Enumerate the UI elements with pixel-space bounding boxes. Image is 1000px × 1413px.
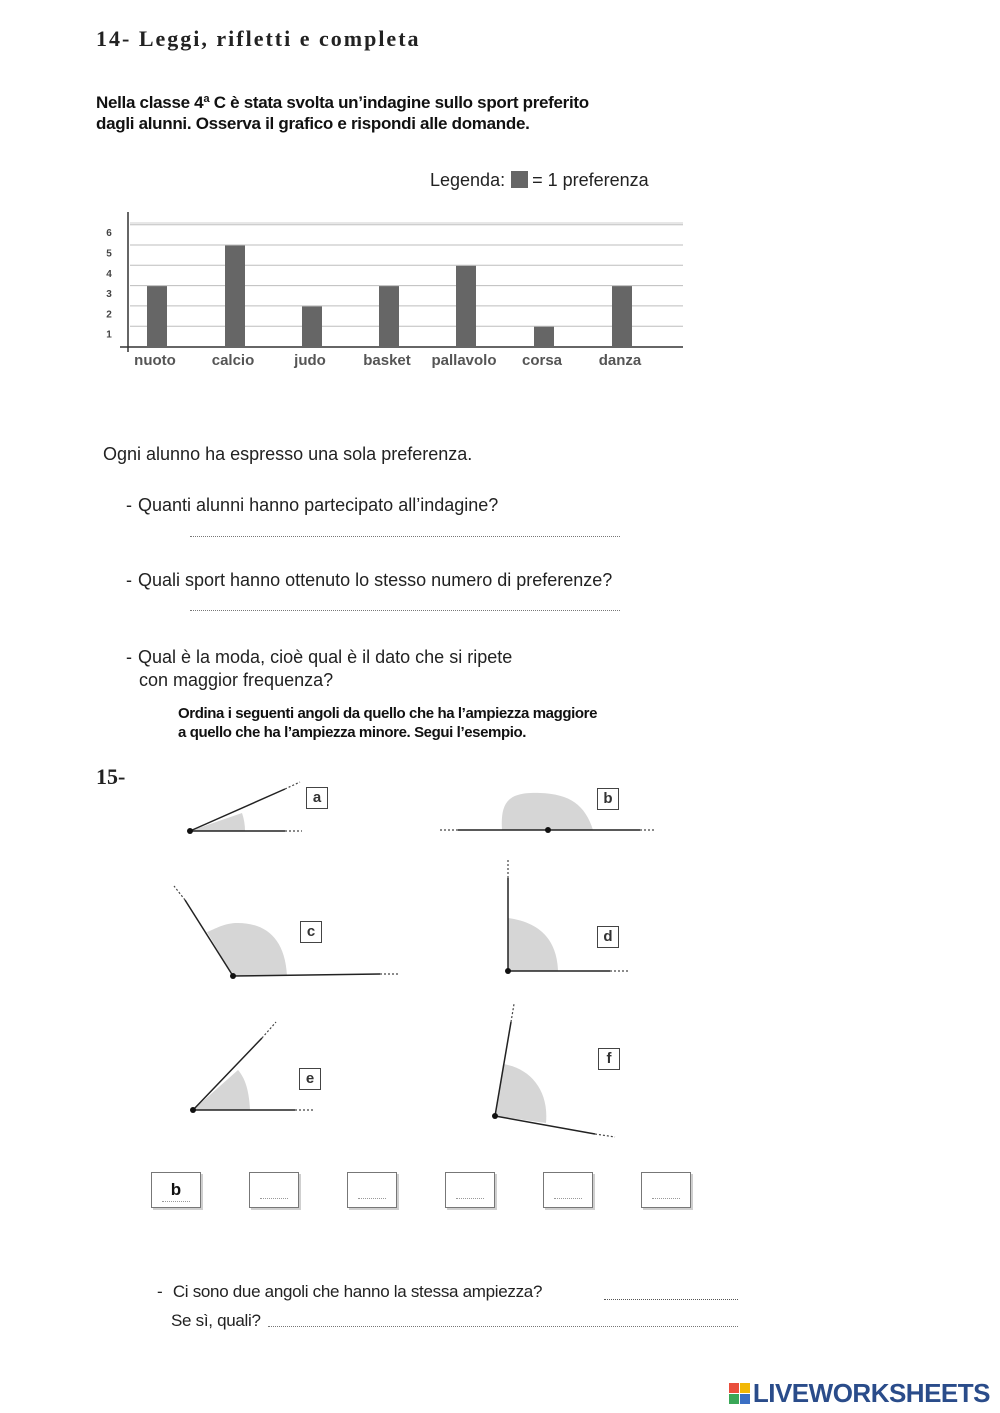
y-tick-label: 4 bbox=[106, 268, 112, 280]
angle-label-a: a bbox=[306, 787, 328, 809]
x-tick-label: nuoto bbox=[134, 352, 176, 369]
y-tick-label: 2 bbox=[106, 309, 112, 321]
intro-line-2: dagli alunni. Osserva il grafico e rispondi alle domande. bbox=[96, 114, 530, 133]
answer-box-value: b bbox=[170, 1180, 182, 1199]
angle-label-c: c bbox=[300, 921, 322, 943]
bar-pallavolo bbox=[456, 266, 476, 347]
question-1 bbox=[126, 495, 498, 516]
logo-mark-tile bbox=[729, 1394, 739, 1404]
bar-corsa bbox=[534, 327, 554, 347]
question-2 bbox=[126, 570, 612, 591]
legend-suffix: = 1 preferenza bbox=[532, 170, 649, 190]
y-tick-label: 5 bbox=[106, 248, 112, 260]
answer-box-dots bbox=[456, 1198, 484, 1199]
answer-box-dots bbox=[260, 1198, 288, 1199]
same-amplitude-question bbox=[157, 1282, 542, 1302]
answer-line-2[interactable] bbox=[190, 610, 620, 611]
logo-mark-tile bbox=[729, 1383, 739, 1393]
answer-box-dots bbox=[358, 1198, 386, 1199]
answer-box-6[interactable] bbox=[641, 1172, 691, 1208]
angle-label-d: d bbox=[597, 926, 619, 948]
x-tick-label: pallavolo bbox=[431, 352, 497, 369]
legend-prefix: Legenda: bbox=[430, 170, 506, 190]
same-amplitude-question-text: Ci sono due angoli che hanno la stessa ampiezza? bbox=[172, 1282, 543, 1301]
angle-d-figure bbox=[505, 858, 628, 974]
angle-f-figure bbox=[492, 1004, 615, 1137]
bar-nuoto bbox=[147, 286, 167, 347]
angle-c-figure bbox=[174, 886, 400, 979]
answer-box-dots bbox=[652, 1198, 680, 1199]
answer-box-3[interactable] bbox=[347, 1172, 397, 1208]
question-dash: - bbox=[126, 495, 132, 515]
angle-figures bbox=[0, 760, 1000, 1160]
y-tick-label: 3 bbox=[106, 289, 112, 301]
x-tick-label: corsa bbox=[521, 352, 563, 369]
instruction-line-2: a quello che ha l’ampiezza minore. Segui l’esempio. bbox=[178, 724, 527, 741]
logo-text: LIVEWORKSHEETS bbox=[752, 1378, 990, 1408]
bar-basket bbox=[379, 286, 399, 347]
angle-e-figure bbox=[190, 1022, 314, 1113]
same-amplitude-answer-line[interactable] bbox=[604, 1299, 738, 1300]
chart-axes bbox=[120, 212, 683, 352]
bar-judo bbox=[302, 306, 322, 347]
chart-x-ticks bbox=[134, 352, 642, 369]
chart-bars bbox=[147, 246, 632, 348]
question-dash: - bbox=[126, 647, 132, 667]
logo-mark-icon bbox=[729, 1383, 750, 1404]
answer-box-4[interactable] bbox=[445, 1172, 495, 1208]
y-tick-label: 1 bbox=[106, 329, 112, 341]
single-preference-note: Ogni alunno ha espresso una sola preferenza. bbox=[103, 444, 473, 464]
angle-label-e: e bbox=[299, 1068, 321, 1090]
x-tick-label: basket bbox=[363, 352, 411, 369]
logo-mark-tile bbox=[740, 1394, 750, 1404]
exercise-14-title: 14- Leggi, rifletti e completa bbox=[96, 26, 421, 51]
angle-b-figure bbox=[440, 793, 655, 833]
angle-label-f: f bbox=[598, 1048, 620, 1070]
x-tick-label: judo bbox=[294, 352, 326, 369]
answer-box-2[interactable] bbox=[249, 1172, 299, 1208]
exercise-15-instruction bbox=[178, 704, 678, 742]
which-angles-question: Se sì, quali? bbox=[171, 1311, 261, 1330]
bar-calcio bbox=[225, 246, 245, 348]
answer-box-5[interactable] bbox=[543, 1172, 593, 1208]
question-3-text-line-1: Qual è la moda, cioè qual è il dato che si ripete bbox=[138, 647, 513, 667]
answer-box-dots bbox=[554, 1198, 582, 1199]
which-angles-answer-line[interactable] bbox=[268, 1326, 738, 1327]
question-dash: - bbox=[157, 1282, 163, 1301]
answer-box-dots bbox=[162, 1201, 190, 1202]
question-1-text: Quanti alunni hanno partecipato all’indagine? bbox=[138, 495, 499, 515]
chart-grid bbox=[130, 223, 683, 326]
question-dash: - bbox=[126, 570, 132, 590]
x-tick-label: danza bbox=[598, 352, 642, 369]
intro-line-1: Nella classe 4ª C è stata svolta un’indagine sullo sport preferito bbox=[96, 93, 589, 112]
angle-label-b: b bbox=[597, 788, 619, 810]
question-3-text-line-2: con maggior frequenza? bbox=[139, 670, 334, 690]
exercise-15-label: 15- bbox=[96, 764, 126, 789]
x-tick-label: calcio bbox=[211, 352, 255, 369]
chart-y-ticks bbox=[106, 228, 112, 341]
bar-danza bbox=[612, 286, 632, 347]
y-tick-label: 6 bbox=[106, 228, 112, 240]
sports-bar-chart bbox=[0, 0, 1000, 400]
angle-a-figure bbox=[187, 782, 302, 834]
question-3 bbox=[126, 646, 512, 692]
liveworksheets-logo bbox=[729, 1378, 990, 1409]
answer-line-1[interactable] bbox=[190, 536, 620, 537]
instruction-line-1: Ordina i seguenti angoli da quello che ha l’ampiezza maggiore bbox=[178, 705, 598, 722]
answer-box-1[interactable] bbox=[151, 1172, 201, 1208]
logo-mark-tile bbox=[740, 1383, 750, 1393]
question-2-text: Quali sport hanno ottenuto lo stesso numero di preferenze? bbox=[138, 570, 613, 590]
